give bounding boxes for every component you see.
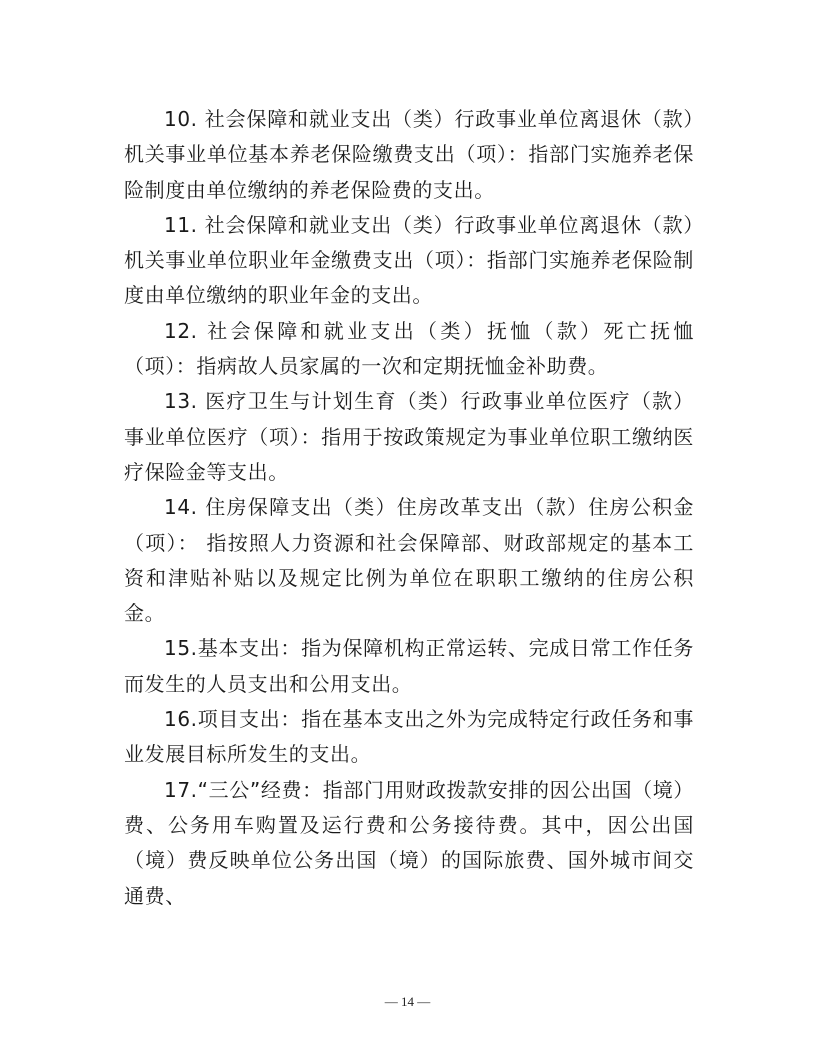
paragraph-item-13: 13. 医疗卫生与计划生育（类）行政事业单位医疗（款） 事业单位医疗（项）：指用于按政策规定为事业单位职工缴纳医疗保险金等支出。 [124, 389, 694, 484]
paragraph-item-17: 17.“三公”经费：指部门用财政拨款安排的因公出国（境）费、公务用车购置及运行费和公务接待费。其中，因公出国（境）费反映单位公务出国（境）的国际旅费、国外城市间交通费、 [124, 777, 694, 908]
page-number: — 14 — [384, 994, 431, 1009]
paragraph-item-12: 12. 社会保障和就业支出（类）抚恤（款）死亡抚恤（项）：指病故人员家属的一次和定期抚恤金补助费。 [124, 318, 694, 379]
paragraph-item-14: 14. 住房保障支出（类）住房改革支出（款）住房公积金（项）： 指按照人力资源和社会保障部、财政部规定的基本工资和津贴补贴以及规定比例为单位在职职工缴纳的住房公积金。 [124, 495, 694, 626]
paragraph-item-16: 16.项目支出：指在基本支出之外为完成特定行政任务和事业发展目标所发生的支出。 [124, 707, 694, 767]
paragraph-item-15: 15.基本支出：指为保障机构正常运转、完成日常工作任务而发生的人员支出和公用支出。 [124, 636, 694, 696]
document-body [124, 102, 694, 914]
paragraph-item-10: 10. 社会保障和就业支出（类）行政事业单位离退休（款）机关事业单位基本养老保险缴费支出（项）：指部门实施养老保险制度由单位缴纳的养老保险费的支出。 [124, 107, 694, 202]
paragraph-item-11: 11. 社会保障和就业支出（类）行政事业单位离退休（款）机关事业单位职业年金缴费支出（项）：指部门实施养老保险制度由单位缴纳的职业年金的支出。 [124, 212, 694, 308]
